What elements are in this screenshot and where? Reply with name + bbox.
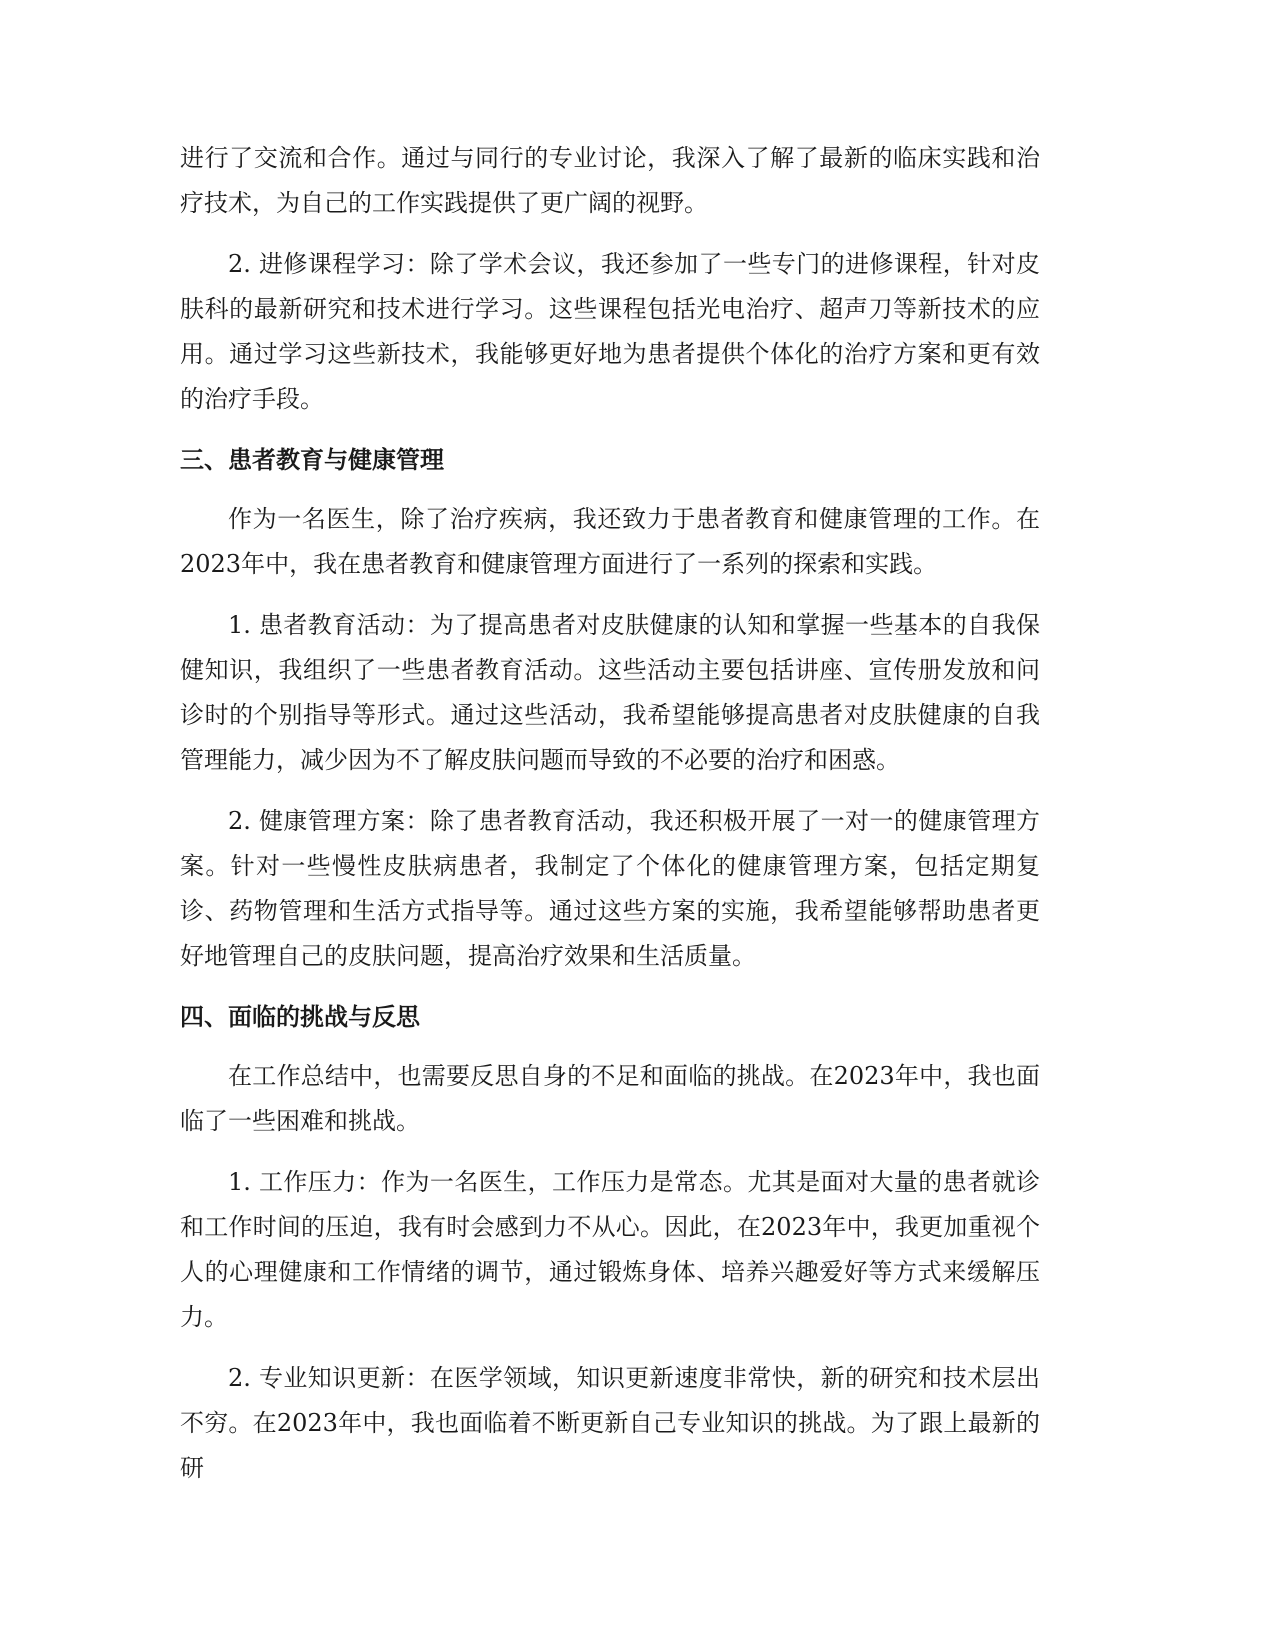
- paragraph-patient-education-activities: 1. 患者教育活动：为了提高患者对皮肤健康的认知和掌握一些基本的自我保健知识，我组织了一些患者教育活动。这些活动主要包括讲座、宣传册发放和问诊时的个别指导等形式。通过这些活动，我希望能够提高患者对皮肤健康的自我管理能力，减少因为不了解皮肤问题而导致的不必要的治疗和困惑。: [180, 611, 1040, 774]
- paragraph-advanced-courses: 2. 进修课程学习：除了学术会议，我还参加了一些专门的进修课程，针对皮肤科的最新研究和技术进行学习。这些课程包括光电治疗、超声刀等新技术的应用。通过学习这些新技术，我能够更好地为患者提供个体化的治疗方案和更有效的治疗手段。: [180, 250, 1040, 413]
- section-heading-patient-education: 三、患者教育与健康管理: [180, 446, 444, 474]
- document-page: [180, 136, 1040, 1507]
- paragraph-challenges-intro: 在工作总结中，也需要反思自身的不足和面临的挑战。在2023年中，我也面临了一些困难和挑战。: [180, 1062, 1040, 1135]
- paragraph-exchange-cooperation: 进行了交流和合作。通过与同行的专业讨论，我深入了解了最新的临床实践和治疗技术，为自己的工作实践提供了更广阔的视野。: [180, 144, 1040, 217]
- paragraph-patient-education-intro: 作为一名医生，除了治疗疾病，我还致力于患者教育和健康管理的工作。在2023年中，我在患者教育和健康管理方面进行了一系列的探索和实践。: [180, 505, 1040, 578]
- section-heading-challenges: 四、面临的挑战与反思: [180, 1003, 420, 1031]
- paragraph-work-pressure: 1. 工作压力：作为一名医生，工作压力是常态。尤其是面对大量的患者就诊和工作时间的压迫，我有时会感到力不从心。因此，在2023年中，我更加重视个人的心理健康和工作情绪的调节，通过锻炼身体、培养兴趣爱好等方式来缓解压力。: [180, 1168, 1040, 1331]
- paragraph-health-management-plan: 2. 健康管理方案：除了患者教育活动，我还积极开展了一对一的健康管理方案。针对一些慢性皮肤病患者，我制定了个体化的健康管理方案，包括定期复诊、药物管理和生活方式指导等。通过这些方案的实施，我希望能够帮助患者更好地管理自己的皮肤问题，提高治疗效果和生活质量。: [180, 807, 1040, 970]
- paragraph-knowledge-update: 2. 专业知识更新：在医学领域，知识更新速度非常快，新的研究和技术层出不穷。在2023年中，我也面临着不断更新自己专业知识的挑战。为了跟上最新的研: [180, 1364, 1040, 1482]
